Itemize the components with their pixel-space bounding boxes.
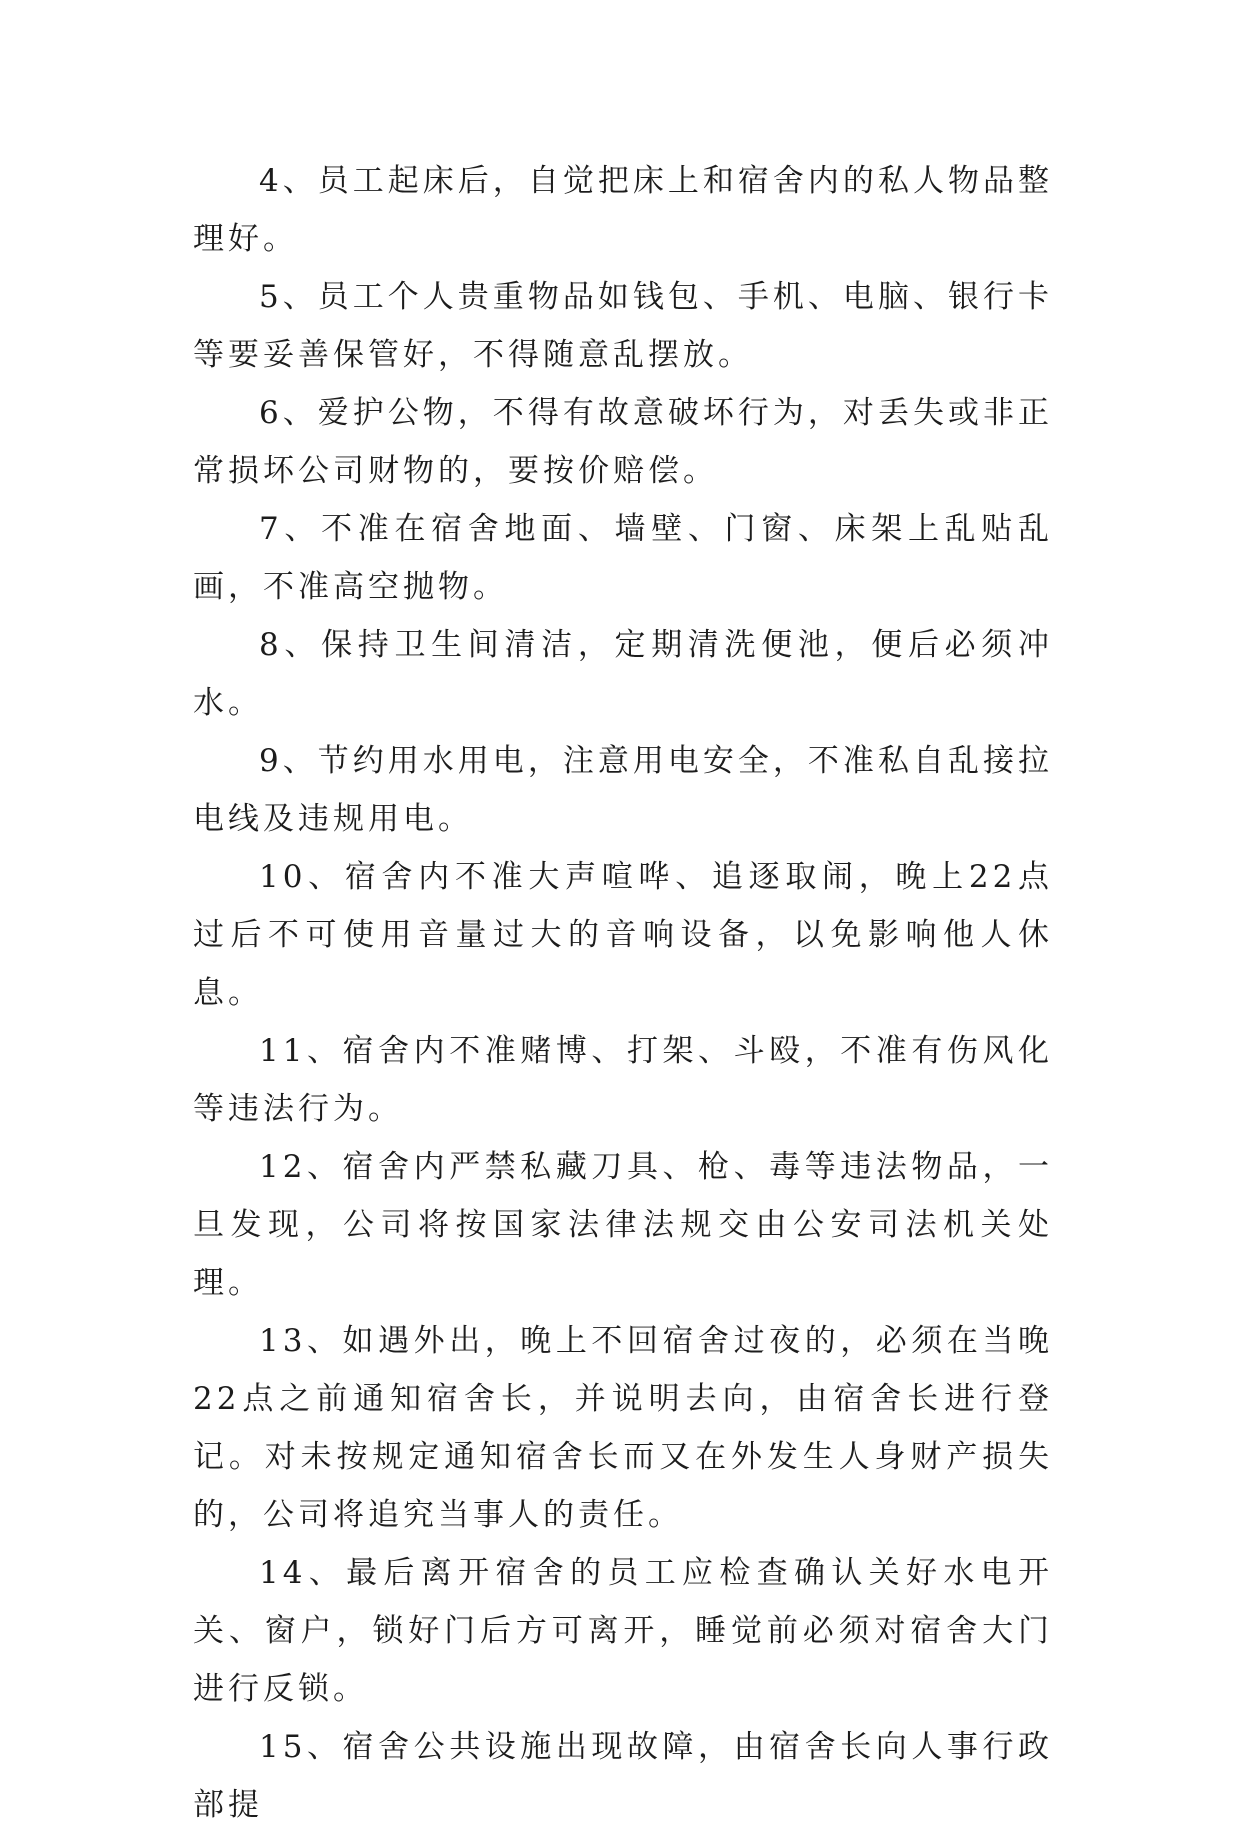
rule-paragraph-9: 9、节约用水用电，注意用电安全，不准私自乱接拉电线及违规用电。	[193, 743, 1053, 837]
rule-paragraph-12: 12、宿舍内严禁私藏刀具、枪、毒等违法物品，一旦发现，公司将按国家法律法规交由公安司法机关处理。	[193, 1149, 1053, 1301]
rule-paragraph-5: 5、员工个人贵重物品如钱包、手机、电脑、银行卡等要妥善保管好，不得随意乱摆放。	[193, 279, 1053, 373]
rule-paragraph-13: 13、如遇外出，晚上不回宿舍过夜的，必须在当晚22点之前通知宿舍长，并说明去向，由宿舍长进行登记。对未按规定通知宿舍长而又在外发生人身财产损失的，公司将追究当事人的责任。	[193, 1323, 1053, 1533]
document-body	[193, 152, 1053, 1834]
rule-paragraph-10: 10、宿舍内不准大声喧哗、追逐取闹，晚上22点过后不可使用音量过大的音响设备，以免影响他人休息。	[193, 859, 1053, 1011]
rule-paragraph-6: 6、爱护公物，不得有故意破坏行为，对丢失或非正常损坏公司财物的，要按价赔偿。	[193, 395, 1053, 489]
rule-paragraph-15: 15、宿舍公共设施出现故障，由宿舍长向人事行政部提	[193, 1729, 1053, 1823]
rule-paragraph-7: 7、不准在宿舍地面、墙壁、门窗、床架上乱贴乱画，不准高空抛物。	[193, 511, 1053, 605]
rule-paragraph-11: 11、宿舍内不准赌博、打架、斗殴，不准有伤风化等违法行为。	[193, 1033, 1053, 1127]
rule-paragraph-4: 4、员工起床后，自觉把床上和宿舍内的私人物品整理好。	[193, 163, 1053, 257]
rule-paragraph-8: 8、保持卫生间清洁，定期清洗便池，便后必须冲水。	[193, 627, 1053, 721]
rule-paragraph-14: 14、最后离开宿舍的员工应检查确认关好水电开关、窗户，锁好门后方可离开，睡觉前必须对宿舍大门进行反锁。	[193, 1555, 1053, 1707]
